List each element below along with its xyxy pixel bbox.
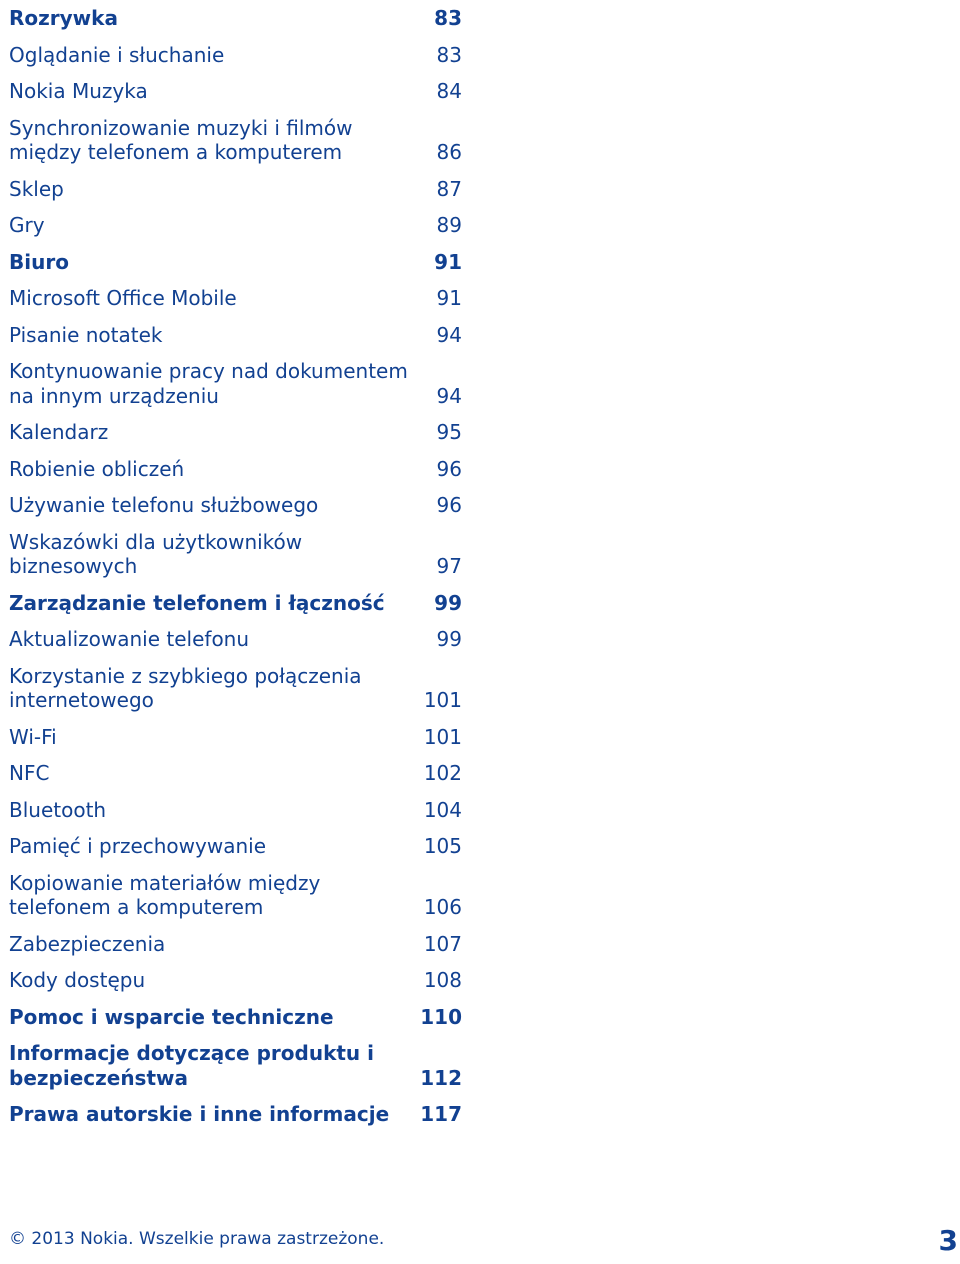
toc-entry-page: 112 (420, 1065, 462, 1090)
toc-entry-page: 83 (434, 6, 462, 30)
toc-entry-title: Wi-Fi (9, 724, 57, 749)
toc-entry[interactable] (9, 110, 462, 171)
toc-entry[interactable] (9, 828, 462, 865)
toc-section-entry[interactable] (9, 1035, 462, 1096)
toc-entry-title: Aktualizowanie telefonu (9, 627, 250, 651)
toc-entry-title: Nokia Muzyka (9, 79, 148, 103)
toc-entry[interactable] (9, 207, 462, 244)
toc-entry-page: 99 (436, 627, 462, 651)
toc-entry-title: Pamięć i przechowywanie (9, 834, 267, 858)
toc-entry[interactable] (9, 524, 462, 585)
toc-entry-title: Zarządzanie telefonem i łączność (9, 590, 385, 615)
page-footer (9, 1222, 960, 1262)
toc-entry-title: Zabezpieczenia (9, 931, 166, 956)
toc-entry[interactable] (9, 317, 462, 354)
toc-section-entry[interactable] (9, 585, 462, 622)
copyright-notice: © 2013 Nokia. Wszelkie prawa zastrzeżone. (9, 1229, 385, 1249)
toc-entry-page: 104 (423, 797, 462, 822)
toc-entry-page: 89 (436, 213, 462, 237)
toc-entry[interactable] (9, 353, 462, 414)
toc-entry-title: Kalendarz (9, 420, 109, 444)
toc-entry-page: 96 (436, 456, 462, 481)
toc-entry-title: Kopiowanie materiałów między telefonem a komputerem (9, 870, 321, 919)
toc-entry-title: Używanie telefonu służbowego (9, 493, 319, 517)
toc-entry[interactable] (9, 37, 462, 74)
toc-entry-title: Sklep (9, 176, 64, 201)
toc-entry-title: Pisanie notatek (9, 322, 163, 347)
toc-entry-page: 102 (423, 761, 462, 785)
toc-entry[interactable] (9, 719, 462, 756)
toc-entry[interactable] (9, 487, 462, 524)
toc-entry-title: Oglądanie i słuchanie (9, 42, 225, 67)
toc-entry-page: 117 (420, 1102, 462, 1126)
toc-entry[interactable] (9, 926, 462, 963)
toc-entry-page: 105 (423, 834, 462, 858)
toc-entry-title: NFC (9, 761, 50, 785)
toc-entry-page: 94 (436, 322, 462, 347)
toc-entry[interactable] (9, 73, 462, 110)
toc-entry[interactable] (9, 171, 462, 208)
toc-entry[interactable] (9, 962, 462, 999)
toc-section-entry[interactable] (9, 1096, 462, 1133)
toc-entry-title: Bluetooth (9, 797, 107, 822)
toc-entry-page: 87 (436, 176, 462, 201)
toc-entry-title: Korzystanie z szybkiego połączenia internetowego (9, 663, 362, 712)
toc-entry-page: 107 (423, 931, 462, 956)
toc-entry-title: Microsoft Office Mobile (9, 286, 237, 310)
toc-entry-page: 108 (423, 968, 462, 992)
table-of-contents (9, 0, 462, 1133)
toc-entry-title: Informacje dotyczące produktu i bezpieczeństwa (9, 1041, 374, 1090)
toc-section-entry[interactable] (9, 244, 462, 281)
toc-entry-page: 83 (436, 42, 462, 67)
toc-entry[interactable] (9, 414, 462, 451)
page-number: 3 (938, 1224, 958, 1257)
toc-entry-title: Biuro (9, 249, 69, 274)
toc-entry-page: 95 (436, 420, 462, 444)
toc-entry-title: Pomoc i wsparcie techniczne (9, 1004, 334, 1029)
toc-entry-page: 101 (423, 724, 462, 749)
toc-entry-page: 97 (436, 554, 462, 578)
toc-entry-page: 96 (436, 493, 462, 517)
toc-entry-page: 86 (436, 140, 462, 164)
toc-entry-page: 99 (434, 590, 462, 615)
toc-entry-title: Synchronizowanie muzyki i filmów między telefonem a komputerem (9, 115, 353, 164)
toc-entry-page: 84 (436, 79, 462, 103)
toc-entry-page: 91 (434, 249, 462, 274)
toc-entry-title: Prawa autorskie i inne informacje (9, 1102, 390, 1126)
toc-entry[interactable] (9, 755, 462, 792)
toc-entry-title: Robienie obliczeń (9, 456, 185, 481)
toc-entry[interactable] (9, 792, 462, 829)
toc-entry-page: 106 (423, 895, 462, 919)
toc-entry-title: Gry (9, 213, 45, 237)
toc-entry-page: 101 (423, 688, 462, 712)
toc-entry-page: 94 (436, 383, 462, 408)
toc-entry-title: Kody dostępu (9, 968, 146, 992)
toc-entry[interactable] (9, 621, 462, 658)
toc-entry-page: 91 (436, 286, 462, 310)
toc-entry-title: Kontynuowanie pracy nad dokumentem na innym urządzeniu (9, 359, 408, 408)
toc-section-entry[interactable] (9, 0, 462, 37)
toc-entry-title: Rozrywka (9, 6, 118, 30)
toc-entry[interactable] (9, 451, 462, 488)
toc-section-entry[interactable] (9, 999, 462, 1036)
toc-entry[interactable] (9, 658, 462, 719)
toc-entry-title: Wskazówki dla użytkowników biznesowych (9, 529, 303, 578)
toc-entry[interactable] (9, 865, 462, 926)
toc-entry[interactable] (9, 280, 462, 317)
toc-entry-page: 110 (420, 1004, 462, 1029)
